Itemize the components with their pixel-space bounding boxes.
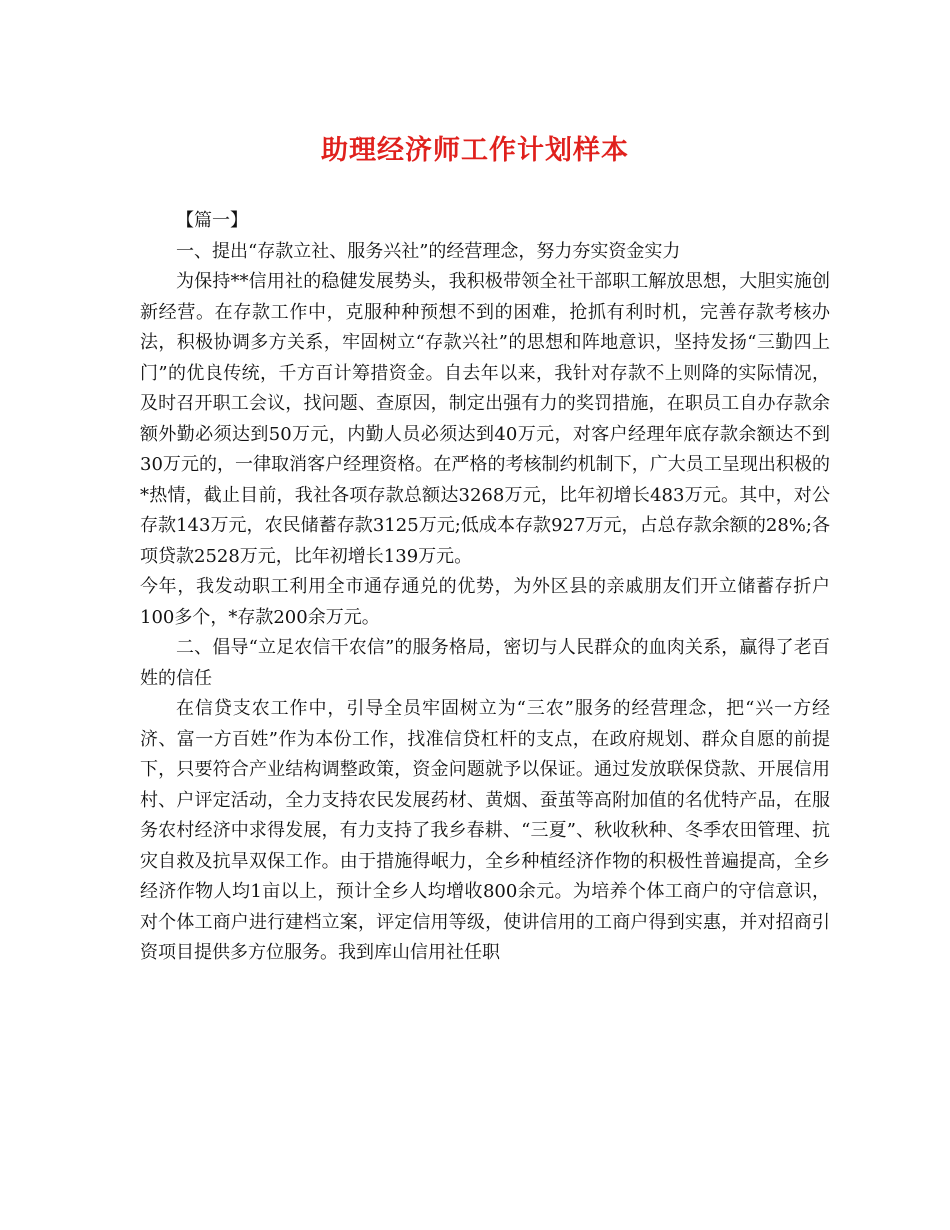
paragraph-3: 在信贷支农工作中，引导全员牢固树立为“三农”服务的经营理念，把“兴一方经济、富一方百姓”作为本份工作，找准信贷杠杆的支点，在政府规划、群众自愿的前提下，只要符合产业结构调整政策，资金问题就予以保证。通过发放联保贷款、开展信用村、户评定活动，全力支持农民发展药材、黄烟、蚕茧等高附加值的名优特产品，在服务农村经济中求得发展，有力支持了我乡春耕、“三夏”、秋收秋种、冬季农田管理、抗灾自救及抗旱双保工作。由于措施得岷力，全乡种植经济作物的积极性普遍提高，全乡经济作物人均1亩以上，预计全乡人均增收800余元。为培养个体工商户的守信意识，对个体工商户进行建档立案，评定信用等级，使讲信用的工商户得到实惠，并对招商引资项目提供多方位服务。我到库山信用社任职 — [140, 698, 830, 963]
paragraph-1: 为保持**信用社的稳健发展势头，我积极带领全社干部职工解放思想，大胆实施创新经营。在存款工作中，克服种种预想不到的困难，抢抓有利时机，完善存款考核办法，积极协调多方关系，牢固树立“存款兴社”的思想和阵地意识，坚持发扬“三勤四上门”的优良传统，千方百计筹措资金。自去年以来，我针对存款不上则降的实际情况，及时召开职工会议，找问题、查原因，制定出强有力的奖罚措施，在职员工自办存款余额外勤必须达到50万元，内勤人员必须达到40万元，对客户经理年底存款余额达不到30万元的，一律取消客户经理资格。在严格的考核制约机制下，广大员工呈现出积极的*热情，截止目前，我社各项存款总额达3268万元，比年初增长483万元。其中，对公存款143万元，农民储蓄存款3125万元;低成本存款927万元，占总存款余额的28%;各项贷款2528万元，比年初增长139万元。 — [140, 271, 830, 567]
document-title: 助理经济师工作计划样本 — [321, 135, 629, 166]
paragraph-heading-2: 二、倡导“立足农信干农信”的服务格局，密切与人民群众的血肉关系，赢得了老百姓的信任 — [140, 637, 830, 689]
paragraph-heading-1: 一、提出“存款立社、服务兴社”的经营理念，努力夯实资金实力 — [176, 240, 681, 262]
section-label: 【篇一】 — [176, 210, 248, 231]
document-body — [140, 206, 830, 969]
paragraph-2: 今年，我发动职工利用全市通存通兑的优势，为外区县的亲戚朋友们开立储蓄存折户100多个，*存款200余万元。 — [140, 576, 830, 628]
